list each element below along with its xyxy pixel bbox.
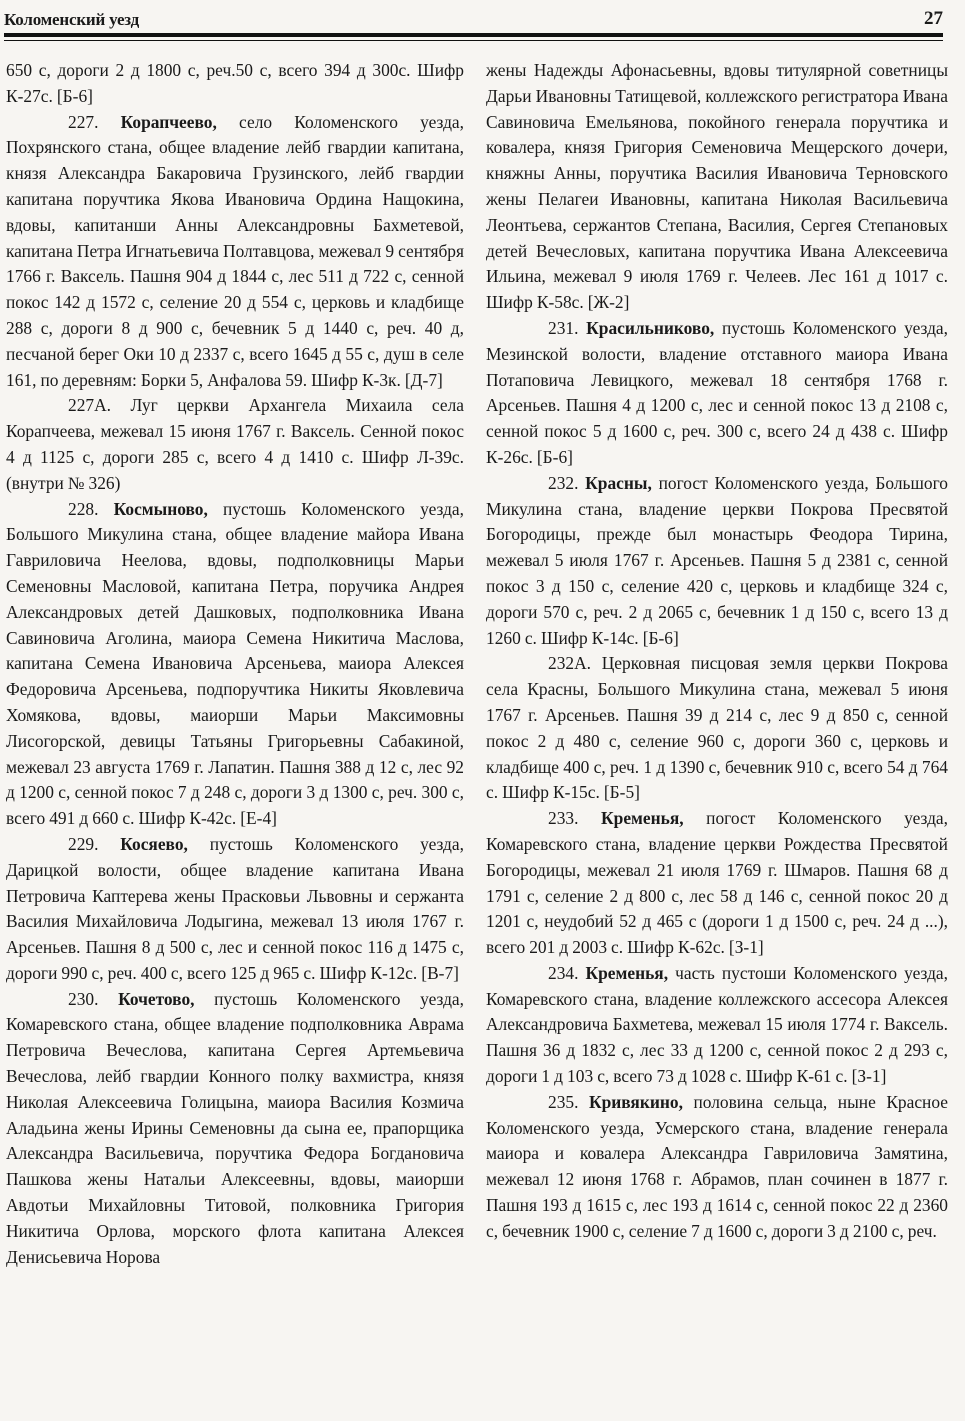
entry-text: пустошь Коломенского уезда, Большого Микулина стана, общее владение майора Ивана Гавриловича Неелова, вдовы, подполковницы Марьи Семеновны Масловой, капитана Петра, поручика Андрея Александровых детей Дашковых, подполковника Ивана Савиновича Аголина, маиора Семена Никитича Маслова, капитана Семена Ивановича Арсеньева, маиора Алексея Федоровича Арсеньева, подпоручтика Никиты Яковлевича Хомякова, вдовы, маиорши Марьи Максимовны Лисогорской, девицы Татьяны Григорьевны Сабакиной, межевал 23 августа 1769 г. Лапатин. Пашня 388 д 12 с, лес 92 д 1200 с, сенной покос 7 д 248 с, дороги 3 д 1300 с, реч. 300 с, всего 491 д 660 с. Шифр К-42с. [Е-4] [6,498,464,829]
entry-text: пустошь Коломенского уезда, Дарицкой волости, общее владение капитана Ивана Петровича Каптерева жены Прасковьи Львовны и сержанта Василия Михайловича Лодыгина, межевал 13 июля 1767 г. Арсеньев. Пашня 8 д 500 с, лес и сенной покос 116 д 1475 с, дороги 990 с, реч. 400 с, всего 125 д 965 с. Шифр К-12с. [В-7] [6,833,464,983]
entry-name: Красны, [585,472,652,493]
page-number: 27 [924,8,943,29]
entry-text: Церковная писцовая земля церкви Покрова села Красны, Большого Микулина стана, межевал 5 июня 1767 г. Арсеньев. Пашня 39 д 214 с, лес 9 д 850 с, сенной покос 2 д 480 с, селение 960 с, дороги 360 с, церковь и кладбище 400 с, реч. 1 д 1390 с, бечевник 910 с, всего 54 д 764 с. Шифр К-15с. [Б-5] [486,653,948,803]
entry-231 [486,316,948,471]
entry-number: 230. [68,988,99,1009]
entry-text: погост Коломенского уезда, Комаревского стана, владение церкви Рождества Пресвятой Богородицы, межевал 21 июля 1769 г. Шмаров. Пашня 68 д 1791 с, селение 2 д 800 с, лес 58 д 146 с, сенной покос 20 д 1201 с, неудобий 52 д 465 с (дороги 1 д 1500 с, реч. 24 д ...), всего 201 д 2003 с. Шифр К-62с. [З-1] [486,808,948,958]
header-rule-thick [4,33,943,37]
entry-name: Красильниково, [586,317,715,338]
entry-number: 234. [548,962,579,983]
entry-232a [486,651,948,806]
entry-number: 227А. [68,395,111,416]
entry-229 [6,832,464,987]
entry-text: село Коломенского уезда, Похрянского стана, общее владение лейб гвардии капитана, князя Александра Бакаровича Грузинского, лейб гвардии капитана поручтика Якова Ивановича Ордина Нащокина, вдовы, капитанши Анны Александровны Бахметевой, капитана Петра Игнатьевича Полтавцова, межевал 9 сентября 1766 г. Ваксель. Пашня 904 д 1844 с, лес 511 д 722 с, сенной покос 142 д 1572 с, селение 20 д 554 с, церковь и кладбище 288 с, дороги 8 д 900 с, бечевник 5 д 1440 с, реч. 40 д, песчаной берег Оки 10 д 2337 с, всего 1645 д 55 с, душ в селе 161, по деревням: Борки 5, Анфалова 59. Шифр К-3к. [Д-7] [6,111,464,390]
entry-233 [486,806,948,961]
entry-name: Корапчеево, [120,111,217,132]
entry-number: 232А. [548,653,591,674]
running-head-title: Коломенский уезд [4,10,140,29]
entry-number: 227. [68,111,99,132]
left-column [6,58,464,1270]
entry-text: половина сельца, ныне Красное Коломенского уезда, Усмерского стана, владение генерала маиора и ковалера Александра Гавриловича Замятина, межевал 12 июня 1768 г. Абрамов, план сочинен в 1877 г. Пашня 193 д 1615 с, лес 193 д 1614 с, сенной покос 22 д 2360 с, бечевник 1900 с, селение 7 д 1600 с, дороги 3 д 2100 с, реч. [486,1091,948,1241]
entry-number: 228. [68,498,99,519]
entry-number: 229. [68,833,99,854]
entry-name: Кривякино, [588,1091,683,1112]
entry-232 [486,471,948,652]
entry-number: 233. [548,808,579,829]
entry-name: Космыново, [113,498,208,519]
entry-number: 235. [548,1091,579,1112]
entry-text: пустошь Коломенского уезда, Мезинской волости, владение отставного маиора Ивана Потаповича Левицкого, межевал 18 сентября 1768 г. Арсеньев. Пашня 4 д 1200 с, лес и сенной покос 13 д 2108 с, сенной покос 5 д 1600 с, реч. 300 с, всего 24 д 438 с. Шифр К-26с. [Б-6] [486,317,948,467]
continuation-text: жены Надежды Афонасьевны, вдовы титулярной советницы Дарьи Ивановны Татищевой, коллежского регистратора Ивана Савиновича Емельянова, покойного генерала поручтика и ковалера, князя Григория Семеновича Мещерского дочери, княжны Анны, поручтика Василия Ивановича Терновского жены Пелагеи Ивановны, капитана Николая Васильевича Леонтьева, сержантов Степана, Василия, Сергея Степановых детей Вечесловых, капитана поручтика Ивана Алексеевича Ильина, межевал 9 июля 1769 г. Челеев. Лес 161 д 1017 с. Шифр К-58с. [Ж-2] [486,60,948,313]
entry-name: Косяево, [120,833,188,854]
entry-name: Кочетово, [118,988,195,1009]
entry-228 [6,497,464,832]
entry-text: пустошь Коломенского уезда, Комаревского стана, общее владение подполковника Аврама Петровича Вечеслова, капитана Сергея Артемьевича Вечеслова, лейб гвардии Конного полку вахмистра, князя Николая Алексеевича Голицына, маиора Василия Козмича Аладьина жены Ирины Семеновны да сына ее, прапорщика Александра Васильевича, поручтика Федора Богдановича Пашкова жены Натальи Алексеевны, вдовы, маиорши Авдотьи Михайловны Титовой, полковника Григория Никитича Орлова, морского флота капитана Алексея Денисьевича Норова [6,988,464,1267]
entry-number: 231. [548,317,579,338]
running-head [4,4,943,30]
entry-number: 232. [548,472,579,493]
entry-227a [6,393,464,496]
entry-text: Луг церкви Архангела Михаила села Корапчеева, межевал 15 июня 1767 г. Ваксель. Сенной покос 4 д 1125 с, дороги 285 с, всего 4 д 1410 с. Шифр Л-39с. (внутри № 326) [6,395,464,493]
entry-234 [486,961,948,1090]
entry-text: часть пустоши Коломенского уезда, Комаревского стана, владение коллежского ассесора Алексея Александровича Бахметева, межевал 15 июля 1774 г. Ваксель. Пашня 36 д 1832 с, лес 33 д 1200 с, сенной покос 2 д 293 с, дороги 1 д 103 с, всего 73 д 1028 с. Шифр К-61 с. [З-1] [486,962,948,1087]
entry-227 [6,110,464,394]
right-column [486,58,948,1245]
continuation-text: 650 с, дороги 2 д 1800 с, реч.50 с, всего 394 д 300с. Шифр К-27с. [Б-6] [6,60,464,106]
entry-text: погост Коломенского уезда, Большого Микулина стана, владение церкви Покрова Пресвятой Богородицы, прежде был монастырь Феодора Тирина, межевал 5 июля 1767 г. Арсеньев. Пашня 5 д 2381 с, сенной покос 3 д 150 с, селение 420 с, церковь и кладбище 324 с, дороги 570 с, реч. 2 д 2065 с, бечевник 1 д 150 с, всего 13 д 1260 с. Шифр К-14с. [Б-6] [486,472,948,648]
entry-235 [486,1090,948,1245]
entry-230 [6,987,464,1271]
entry-name: Кременья, [585,962,669,983]
entry-name: Кременья, [601,808,684,829]
header-rule-thin [4,40,943,41]
